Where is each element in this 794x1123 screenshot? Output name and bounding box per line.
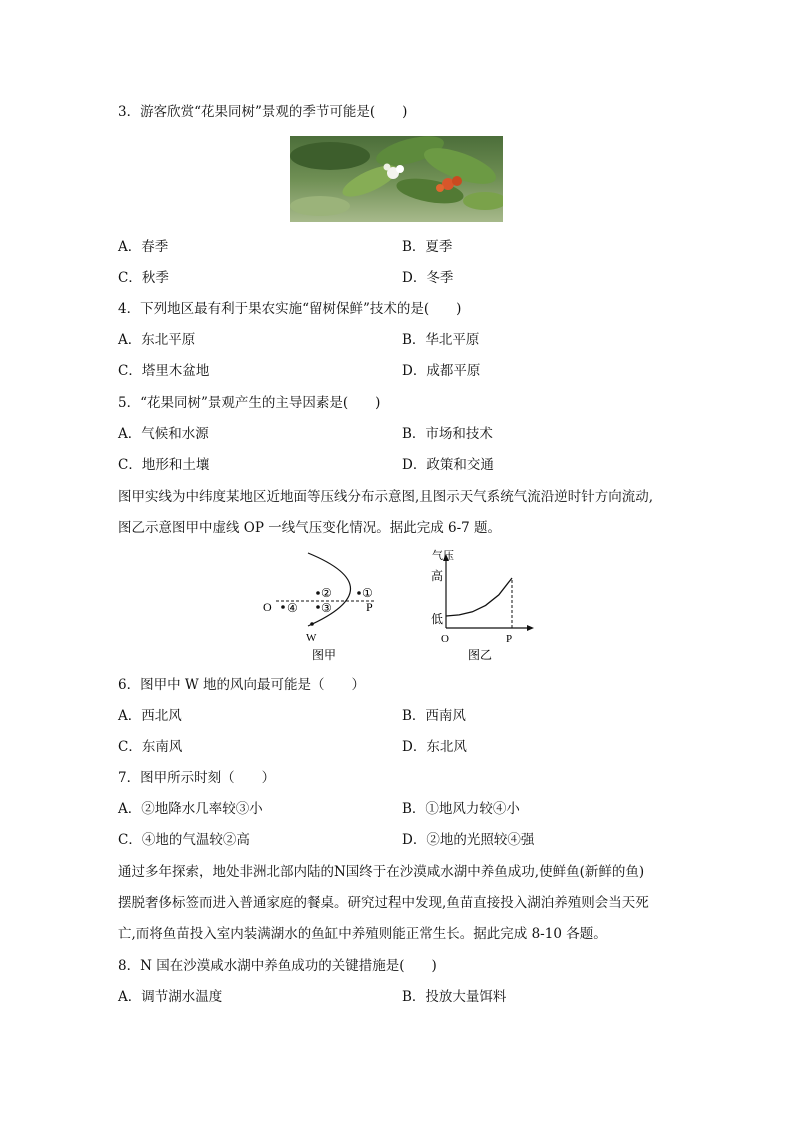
q6-option-a: A．西北风: [118, 708, 182, 724]
q7-option-a: A．②地降水几率较③小: [118, 801, 263, 817]
figure-yi-caption: 图乙: [468, 648, 493, 662]
q4-option-b: B．华北平原: [402, 332, 480, 348]
intro-6-7-line2: 图乙示意图甲中虚线 OP 一线气压变化情况。据此完成 6-7 题。: [118, 520, 502, 536]
figure-jia-isobar-diagram: [258, 548, 388, 664]
dot-4: [281, 605, 285, 609]
q5-option-b: B．市场和技术: [402, 426, 493, 442]
label-w: W: [306, 632, 317, 644]
q4-option-a: A．东北平原: [118, 332, 196, 348]
y-axis-label: 气压: [432, 549, 454, 562]
q4-option-c: C．塔里木盆地: [118, 363, 210, 379]
q7-option-c: C．④地的气温较②高: [118, 832, 250, 848]
q4-stem: 4．下列地区最有利于果农实施“留树保鲜”技术的是( ): [118, 301, 462, 317]
figure-jia-caption: 图甲: [312, 648, 337, 662]
q6-option-d: D．东北风: [402, 739, 467, 755]
intro-8-10-line3: 亡,而将鱼苗投入室内装满湖水的鱼缸中养殖则能正常生长。据此完成 8-10 各题。: [118, 926, 607, 942]
q7-option-b: B．①地风力较④小: [402, 801, 520, 817]
intro-6-7-line1: 图甲实线为中纬度某地区近地面等压线分布示意图,且图示天气系统气流沿逆时针方向流动,: [118, 489, 654, 505]
q5-option-c: C．地形和土壤: [118, 457, 210, 473]
q3-option-d: D．冬季: [402, 270, 454, 286]
label-point-1: ①: [362, 586, 373, 600]
q6-option-b: B．西南风: [402, 708, 466, 724]
q3-option-c: C．秋季: [118, 270, 169, 286]
intro-8-10-line1: 通过多年探索，地处非洲北部内陆的N国终于在沙漠咸水湖中养鱼成功,使鲜鱼(新鲜的鱼): [118, 864, 645, 880]
label-point-3: ③: [321, 601, 332, 615]
q4-option-d: D．成都平原: [402, 363, 481, 379]
label-point-4: ④: [287, 601, 298, 615]
x-tick-p: P: [506, 633, 513, 645]
x-axis-arrow: [527, 625, 534, 631]
figure-yi-pressure-chart: [418, 548, 538, 664]
flower-fruit-photo: [290, 136, 503, 222]
dot-w: [310, 622, 314, 626]
q7-option-d: D．②地的光照较④强: [402, 832, 535, 848]
label-point-2: ②: [321, 586, 332, 600]
q5-stem: 5．“花果同树”景观产生的主导因素是( ): [118, 395, 381, 411]
q5-option-d: D．政策和交通: [402, 457, 494, 473]
x-tick-o: O: [441, 633, 449, 645]
q3-option-b: B．夏季: [402, 239, 453, 255]
q8-option-b: B．投放大量饵料: [402, 989, 507, 1005]
label-o: O: [263, 600, 272, 614]
label-p: P: [366, 600, 373, 614]
y-tick-high: 高: [431, 569, 444, 583]
q7-stem: 7．图甲所示时刻（ ）: [118, 770, 276, 786]
dot-3: [316, 605, 320, 609]
q8-option-a: A．调节湖水温度: [118, 989, 223, 1005]
dot-2: [316, 591, 320, 595]
q6-option-c: C．东南风: [118, 739, 183, 755]
q3-stem: 3．游客欣赏“花果同树”景观的季节可能是( ): [118, 104, 408, 120]
q3-option-a: A．春季: [118, 239, 169, 255]
q6-stem: 6．图甲中 W 地的风向最可能是（ ）: [118, 677, 366, 693]
pressure-curve: [446, 578, 512, 616]
q8-stem: 8．N 国在沙漠咸水湖中养鱼成功的关键措施是( ): [118, 958, 437, 974]
intro-8-10-line2: 摆脱奢侈标签而进入普通家庭的餐桌。研究过程中发现,鱼苗直接投入湖泊养殖则会当天死: [118, 895, 649, 911]
q5-option-a: A．气候和水源: [118, 426, 209, 442]
y-tick-low: 低: [431, 612, 444, 626]
dot-1: [357, 591, 361, 595]
